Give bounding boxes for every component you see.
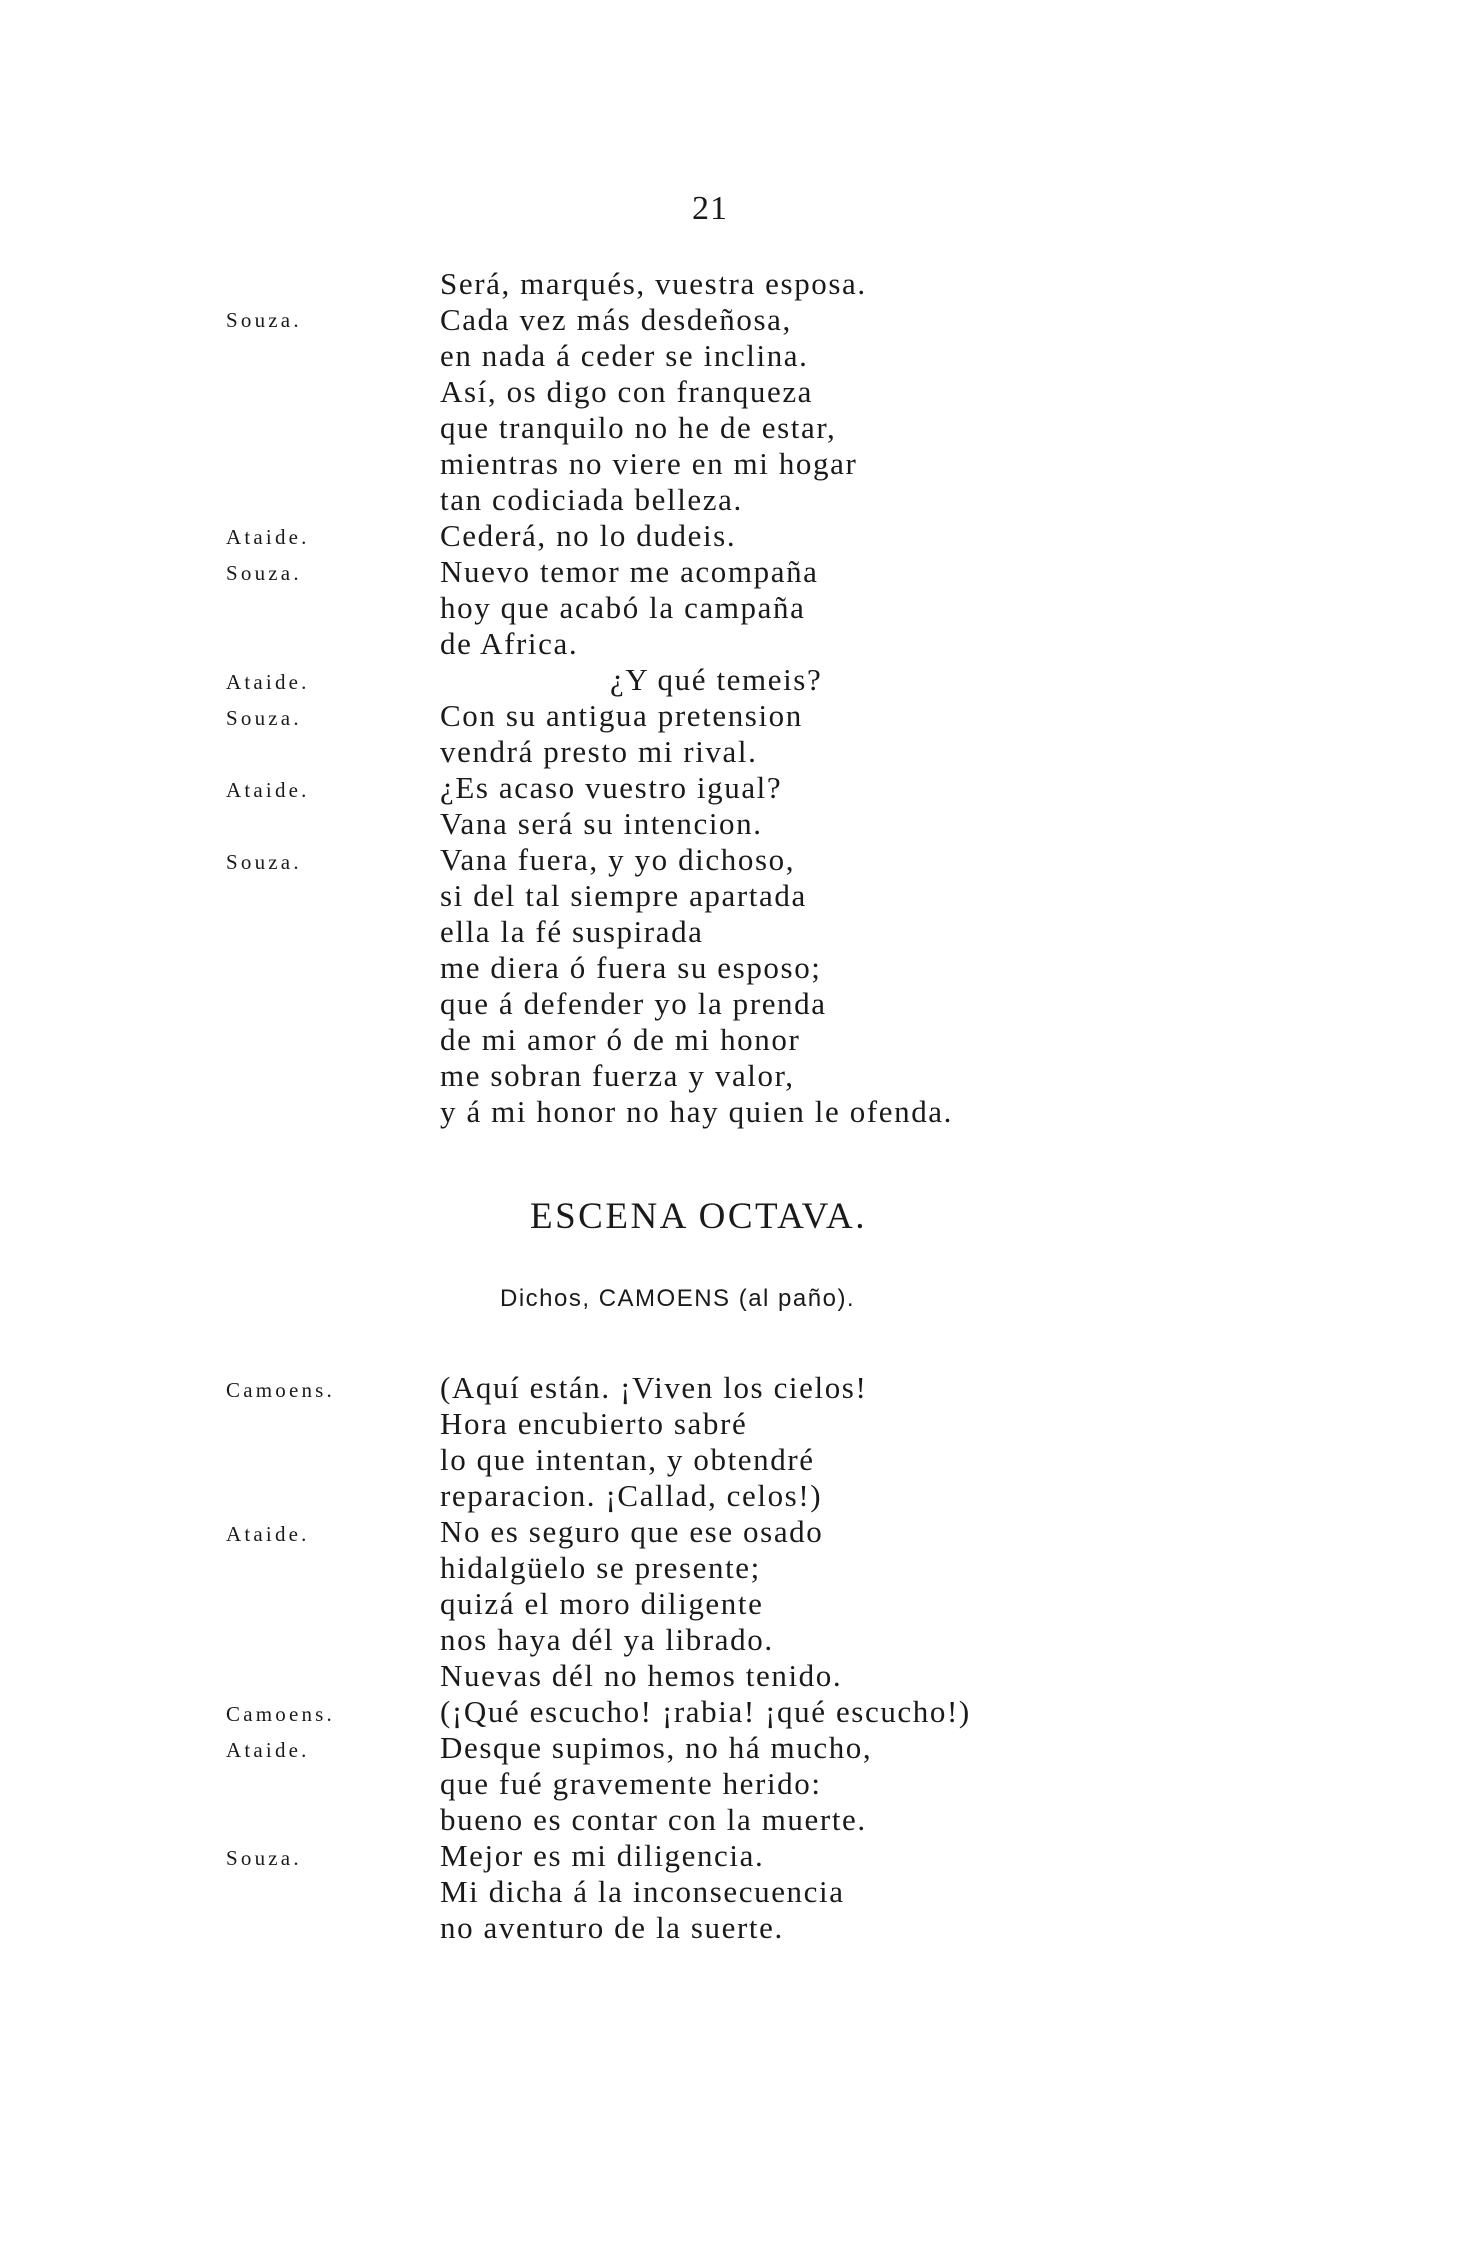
- speaker-souza: Souza.: [226, 706, 302, 730]
- verse-line: vendrá presto mi rival.: [440, 734, 758, 769]
- verse-line: Cada vez más desdeñosa,: [440, 302, 792, 337]
- verse-line: Vana será su intencion.: [440, 806, 763, 841]
- verse-line: ella la fé suspirada: [440, 914, 704, 949]
- verse-line: mientras no viere en mi hogar: [440, 446, 858, 481]
- verse-line: y á mi honor no hay quien le ofenda.: [440, 1094, 954, 1129]
- verse-line: Hora encubierto sabré: [440, 1406, 748, 1441]
- speaker-ataide: Ataide.: [226, 670, 310, 694]
- verse-line: me sobran fuerza y valor,: [440, 1058, 795, 1093]
- verse-line: Vana fuera, y yo dichoso,: [440, 842, 796, 877]
- verse-line: que á defender yo la prenda: [440, 986, 827, 1021]
- speaker-souza: Souza.: [226, 1846, 302, 1870]
- stage-direction: Dichos, CAMOENS (al paño).: [500, 1285, 856, 1312]
- speaker-ataide: Ataide.: [226, 778, 310, 802]
- verse-line: No es seguro que ese osado: [440, 1514, 824, 1549]
- verse-line: Desque supimos, no há mucho,: [440, 1730, 873, 1765]
- verse-line: nos haya dél ya librado.: [440, 1622, 774, 1657]
- verse-line: bueno es contar con la muerte.: [440, 1802, 867, 1837]
- verse-line: (Aquí están. ¡Viven los cielos!: [440, 1370, 868, 1405]
- verse-line: que tranquilo no he de estar,: [440, 410, 837, 445]
- verse-line: Con su antigua pretension: [440, 698, 803, 733]
- page-number: 21: [692, 190, 728, 227]
- speaker-camoens: Camoens.: [226, 1702, 336, 1726]
- speaker-camoens: Camoens.: [226, 1378, 336, 1402]
- verse-line: Será, marqués, vuestra esposa.: [440, 266, 867, 301]
- speaker-souza: Souza.: [226, 561, 302, 585]
- verse-line: hoy que acabó la campaña: [440, 590, 806, 625]
- verse-line: ¿Es acaso vuestro igual?: [440, 770, 783, 805]
- verse-line: de Africa.: [440, 626, 579, 661]
- verse-line: Nuevas dél no hemos tenido.: [440, 1658, 843, 1693]
- speaker-souza: Souza.: [226, 850, 302, 874]
- verse-line: ¿Y qué temeis?: [610, 662, 823, 697]
- verse-line: Mi dicha á la inconsecuencia: [440, 1874, 845, 1909]
- verse-line: reparacion. ¡Callad, celos!): [440, 1478, 823, 1513]
- speaker-souza: Souza.: [226, 308, 302, 332]
- verse-line: Mejor es mi diligencia.: [440, 1838, 765, 1873]
- verse-line: en nada á ceder se inclina.: [440, 338, 809, 373]
- verse-line: de mi amor ó de mi honor: [440, 1022, 801, 1057]
- verse-line: Así, os digo con franqueza: [440, 374, 814, 409]
- verse-line: Cederá, no lo dudeis.: [440, 518, 737, 553]
- verse-line: lo que intentan, y obtendré: [440, 1442, 815, 1477]
- verse-line: tan codiciada belleza.: [440, 482, 743, 517]
- verse-line: si del tal siempre apartada: [440, 878, 807, 913]
- speaker-ataide: Ataide.: [226, 1522, 310, 1546]
- verse-line: Nuevo temor me acompaña: [440, 554, 819, 589]
- verse-line: quizá el moro diligente: [440, 1586, 764, 1621]
- verse-line: hidalgüelo se presente;: [440, 1550, 761, 1585]
- scene-title: ESCENA OCTAVA.: [530, 1196, 868, 1237]
- verse-line: no aventuro de la suerte.: [440, 1910, 784, 1945]
- speaker-ataide: Ataide.: [226, 1738, 310, 1762]
- verse-line: me diera ó fuera su esposo;: [440, 950, 822, 985]
- verse-line: (¡Qué escucho! ¡rabia! ¡qué escucho!): [440, 1694, 971, 1729]
- speaker-ataide: Ataide.: [226, 525, 310, 549]
- verse-line: que fué gravemente herido:: [440, 1766, 822, 1801]
